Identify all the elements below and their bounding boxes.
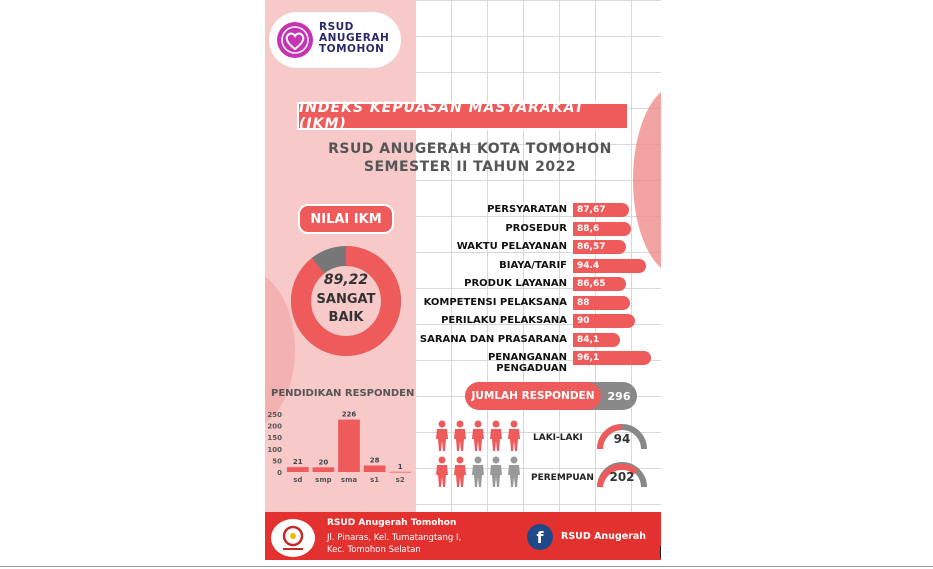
ikm-score: 89,22 [323, 272, 369, 288]
education-category-label: smp [315, 476, 332, 484]
category-bar: 86,65 [573, 277, 626, 291]
footer-address [327, 532, 487, 556]
education-bar [287, 467, 309, 472]
y-tick-label: 200 [267, 422, 282, 431]
education-category-label: s1 [370, 476, 380, 484]
person-icon [507, 456, 521, 488]
y-tick-label: 0 [277, 469, 282, 477]
education-category-label: sd [293, 476, 303, 484]
subtitle-line-2: SEMESTER II TAHUN 2022 [363, 159, 577, 175]
female-label: PEREMPUAN [531, 473, 594, 483]
person-icon [471, 456, 485, 488]
category-label: PROSEDUR [505, 222, 567, 234]
category-label: PENANGANAN PENGADUAN [487, 352, 567, 374]
category-bar: 88 [573, 296, 630, 310]
person-icon [453, 420, 467, 452]
person-icon [435, 420, 449, 452]
education-bar [313, 467, 335, 472]
category-bar: 96,1 [573, 351, 651, 365]
education-value-label: 20 [318, 458, 329, 467]
person-icon [435, 456, 449, 488]
footer-address-line-1: Jl. Pinaras, Kel. Tumatangtang I, [327, 533, 462, 543]
person-icon [453, 456, 467, 488]
footer-hospital-name: RSUD Anugerah Tomohon [327, 518, 457, 528]
footer-address-line-2: Kec. Tomohon Selatan [327, 545, 421, 555]
person-icon [471, 420, 485, 452]
title-banner [297, 102, 629, 130]
person-icon [507, 420, 521, 452]
education-value-label: 1 [397, 462, 403, 471]
y-tick-label: 100 [267, 445, 282, 454]
education-category-label: sma [340, 476, 358, 484]
person-icon [489, 456, 503, 488]
category-bar: 84,1 [573, 333, 620, 347]
category-label: PERSYARATAN [487, 204, 567, 215]
category-bar: 90 [573, 314, 635, 328]
education-bar [389, 472, 411, 473]
category-bar: 86,57 [573, 240, 626, 254]
page-bottom-rule [0, 566, 933, 567]
category-label: WAKTU PELAYANAN [456, 241, 567, 252]
y-tick-label: 150 [267, 434, 282, 443]
edge-tick [660, 546, 661, 558]
hospital-logo-badge [269, 12, 401, 68]
person-icon [489, 420, 503, 452]
education-bar [338, 420, 360, 472]
footer-bar [265, 512, 661, 560]
footer-logo-icon [271, 519, 315, 557]
female-count: 202 [609, 470, 635, 484]
category-bar: 87,67 [573, 203, 629, 217]
category-bar: 94.4 [573, 259, 646, 273]
heart-logo-icon [277, 22, 313, 58]
education-category-label: s2 [395, 476, 405, 484]
subtitle-line-1: RSUD ANUGERAH KOTA TOMOHON [328, 141, 612, 157]
education-bar-chart [265, 402, 415, 490]
facebook-icon[interactable]: f [527, 524, 553, 550]
category-label: PERILAKU PELAKSANA [441, 315, 567, 326]
page-title: INDEKS KEPUASAN MASYARAKAT (IKM) [299, 100, 585, 132]
education-value-label: 226 [341, 410, 357, 419]
respondent-total-label: JUMLAH RESPONDEN [465, 382, 601, 410]
category-label: KOMPETENSI PELAKSANA [423, 296, 567, 308]
logo-text: RSUD ANUGERAH TOMOHON [319, 21, 390, 55]
facebook-page-name[interactable]: RSUD Anugerah [561, 531, 647, 542]
ikm-grade-line-1: SANGAT [316, 292, 376, 307]
respondent-total-pill [465, 382, 637, 410]
category-bar: 88,6 [573, 222, 631, 236]
male-count: 94 [613, 432, 631, 446]
education-value-label: 21 [292, 458, 303, 467]
category-label: BIAYA/TARIF [499, 259, 567, 271]
category-label: PRODUK LAYANAN [464, 278, 567, 289]
category-label: SARANA DAN PRASARANA [419, 333, 567, 345]
education-bar [364, 466, 386, 472]
infographic-poster [265, 0, 661, 560]
ikm-grade-line-2: BAIK [328, 310, 364, 325]
education-value-label: 28 [369, 456, 380, 465]
respondent-total-value: 296 [607, 389, 631, 403]
nilai-ikm-label: NILAI IKM [298, 204, 394, 234]
y-tick-label: 250 [267, 411, 282, 419]
y-tick-label: 50 [272, 457, 282, 466]
male-label: LAKI-LAKI [533, 433, 583, 443]
education-chart-title: PENDIDIKAN RESPONDEN [271, 388, 415, 399]
